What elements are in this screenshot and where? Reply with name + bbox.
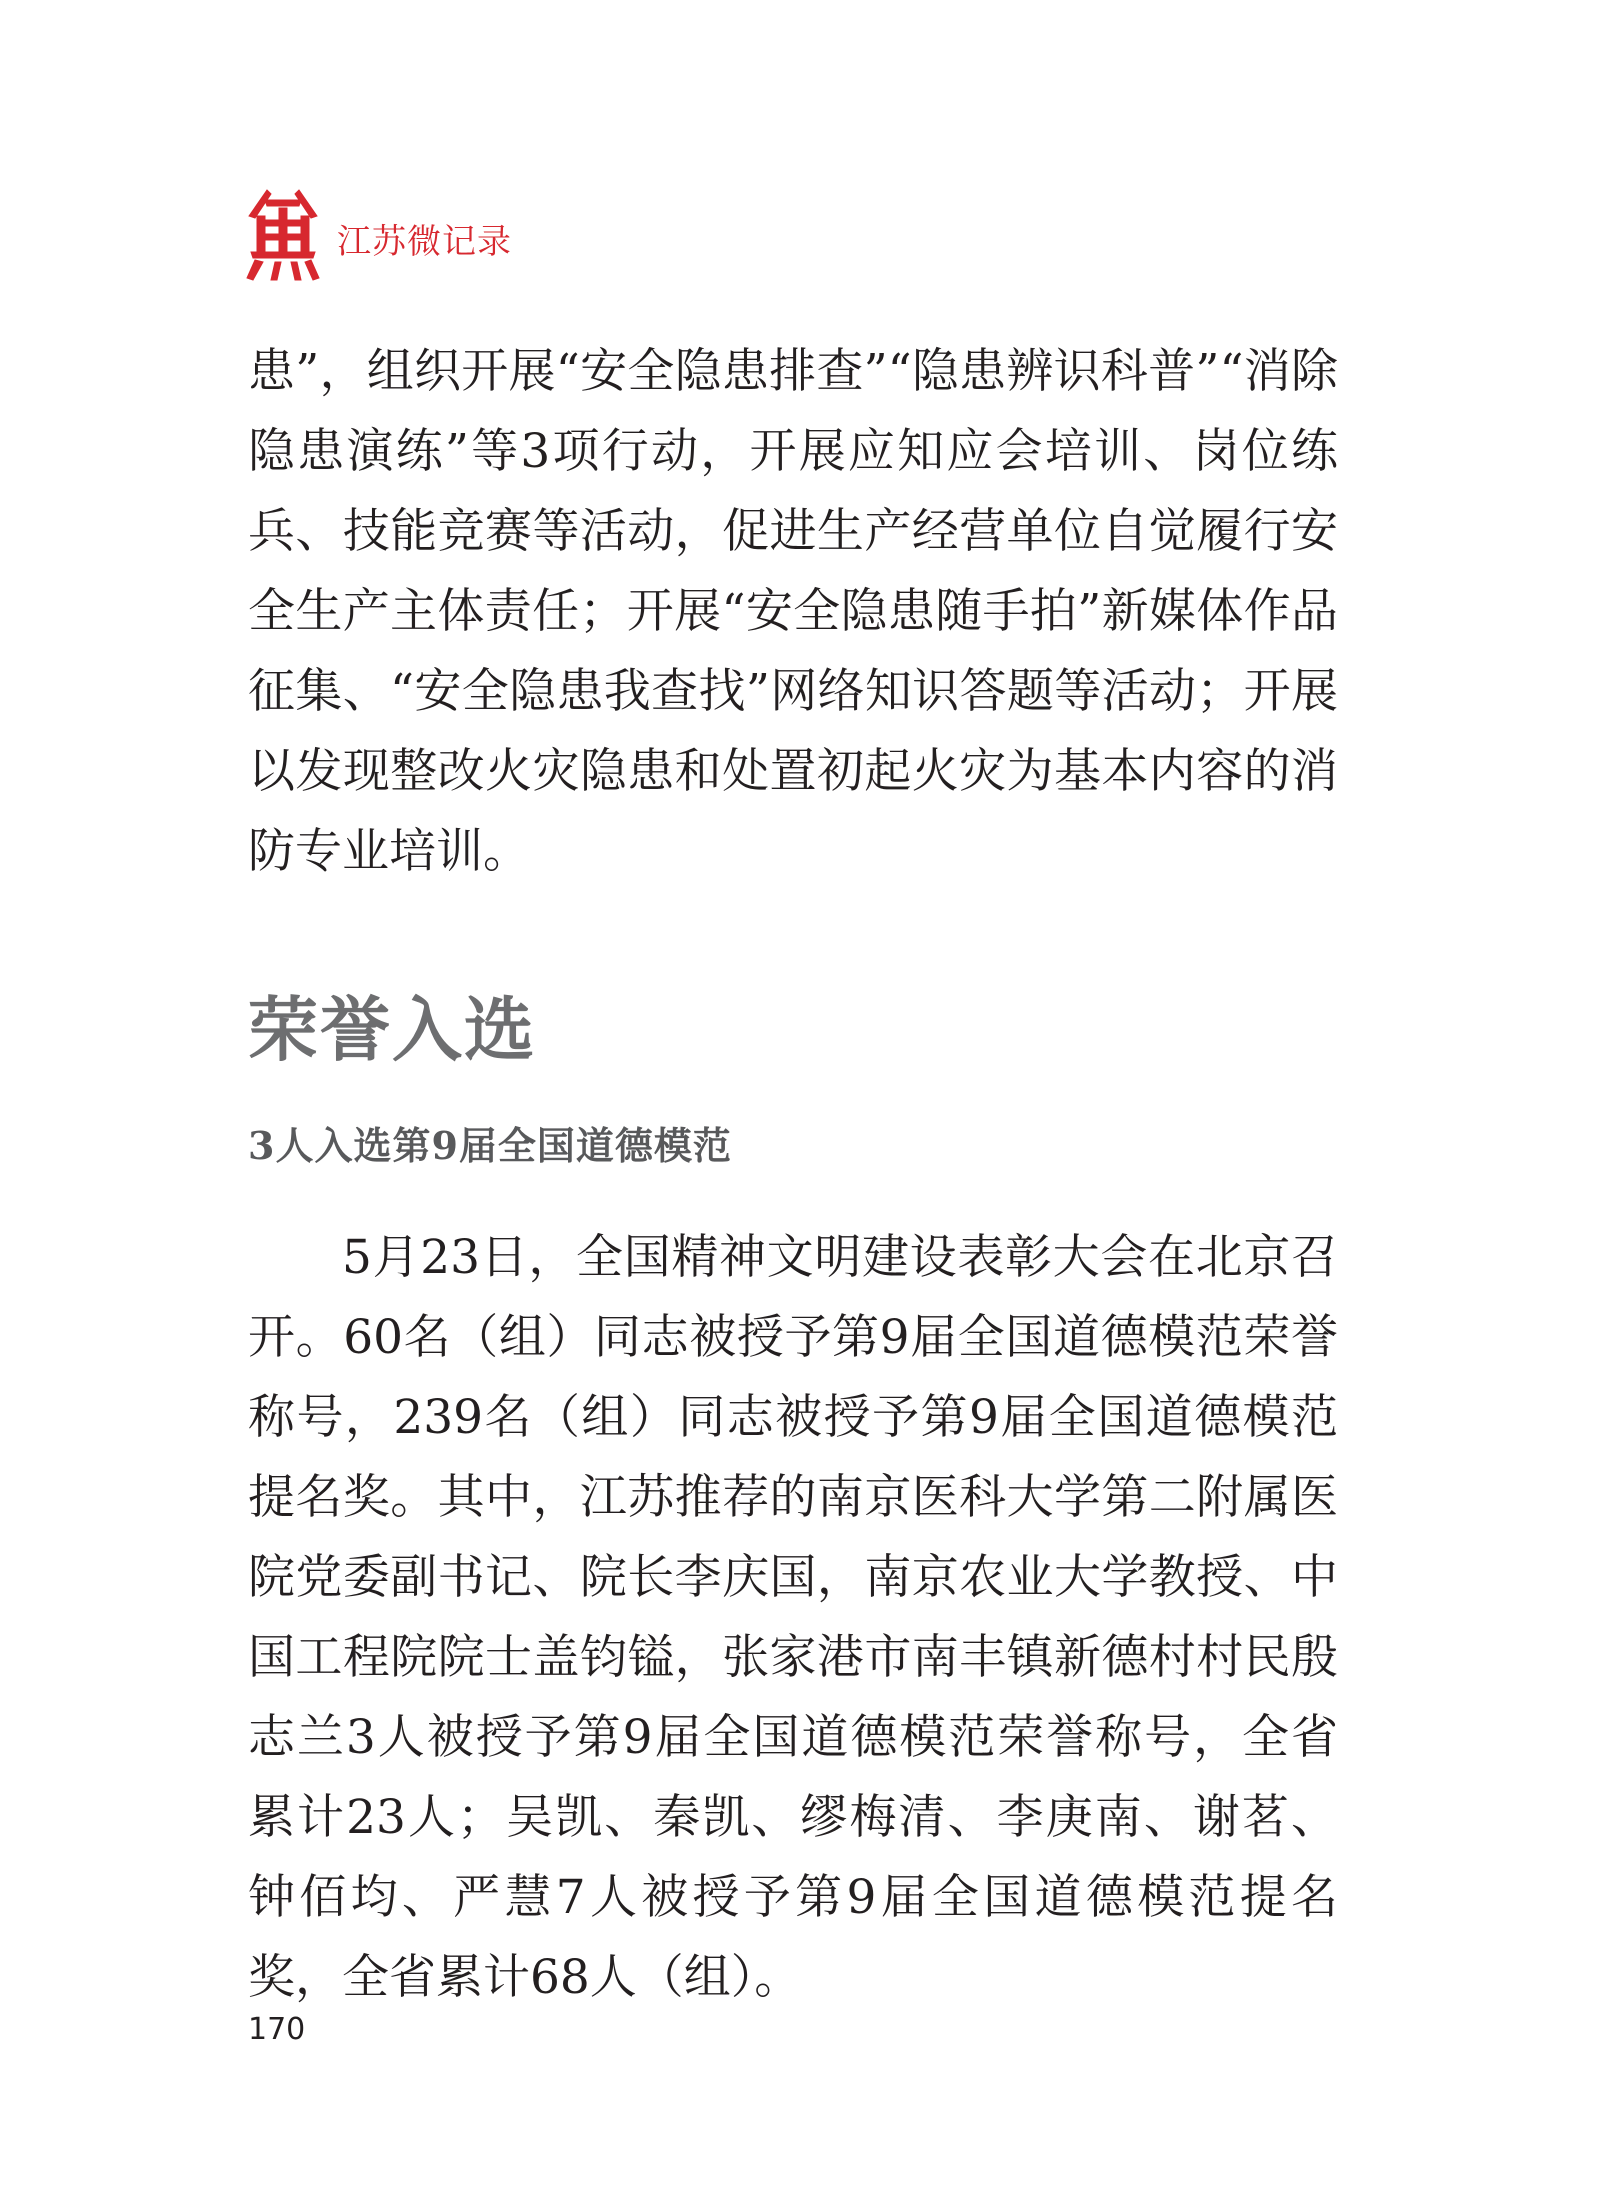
header-title: 江苏微记录 <box>337 221 512 262</box>
page-header <box>243 186 512 282</box>
page-number: 170 <box>248 2012 306 2047</box>
section-subheading: 3人入选第9届全国道德模范 <box>248 1123 732 1168</box>
section-title: 荣誉入选 <box>248 989 536 1071</box>
page-content <box>248 332 1338 2018</box>
intro-paragraph: 患”，组织开展“安全隐患排查”“隐患辨识科普”“消除隐患演练”等3项行动，开展应知应会培训、岗位练兵、技能竞赛等活动，促进生产经营单位自觉履行安全生产主体责任；开展“安全隐患随手拍”新媒体作品征集、“安全隐患我查找”网络知识答题等活动；开展以发现整改火灾隐患和处置初起火灾为基本内容的消防专业培训。 <box>248 344 1338 879</box>
red-seal-logo-icon <box>243 186 323 282</box>
section-body-paragraph: 5月23日，全国精神文明建设表彰大会在北京召开。60名（组）同志被授予第9届全国道德模范荣誉称号，239名（组）同志被授予第9届全国道德模范提名奖。其中，江苏推荐的南京医科大学第二附属医院党委副书记、院长李庆国，南京农业大学教授、中国工程院院士盖钧镒，张家港市南丰镇新德村村民殷志兰3人被授予第9届全国道德模范荣誉称号，全省累计23人；吴凯、秦凯、缪梅清、李庚南、谢茗、钟佰均、严慧7人被授予第9届全国道德模范提名奖，全省累计68人（组）。 <box>248 1230 1338 2005</box>
